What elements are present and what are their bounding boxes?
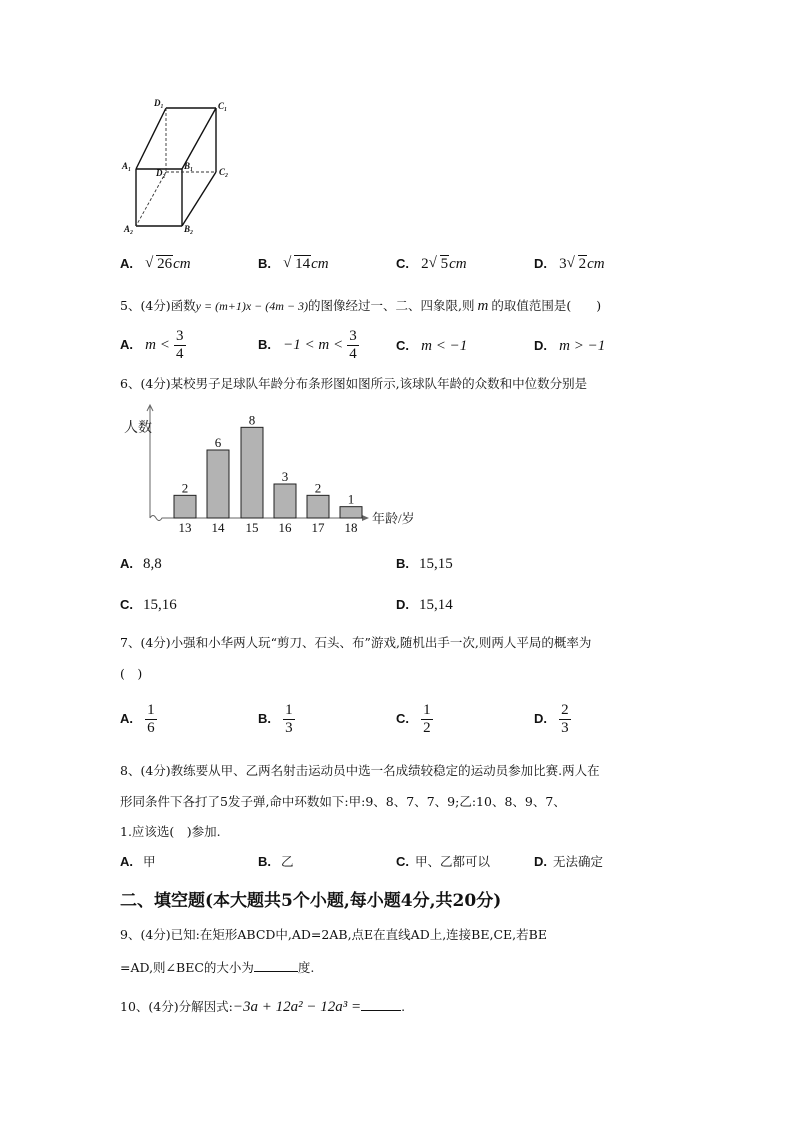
x-tick-label: 14 — [211, 520, 225, 535]
vertex-label: C₂ — [219, 167, 229, 177]
q8-option-c: C. 甲、乙都可以 — [396, 854, 491, 869]
question-6: 6、(4分)某校男子足球队年龄分布条形图如图所示,该球队年龄的众数和中位数分别是 — [120, 376, 588, 391]
question-9-line2: =AD,则∠BEC的大小为 度. — [120, 957, 314, 976]
vertex-label: D₁ — [154, 98, 164, 108]
q8-option-d: D. 无法确定 — [534, 854, 604, 869]
q4-option-a: A. √ 26cm — [120, 256, 191, 273]
vertex-label: C₁ — [218, 101, 228, 111]
question-7-line2: ( ) — [120, 666, 143, 681]
question-8-line1: 8、(4分)教练要从甲、乙两名射击运动员中选一名成绩较稳定的运动员参加比赛.两人在 — [120, 763, 600, 778]
question-9-line1: 9、(4分)已知:在矩形ABCD中,AD=2AB,点E在直线AD上,连接BE,CE,若BE — [120, 927, 547, 942]
q5-option-c: C. m < −1 — [396, 338, 468, 354]
q5-option-d: D. m > −1 — [534, 338, 606, 354]
bar-age-18 — [340, 507, 362, 518]
vertex-label: B₁ — [184, 161, 194, 171]
q6-option-b: B. 15,15 — [396, 556, 453, 572]
q8-option-a: A. 甲 — [120, 854, 156, 869]
question-5: 5、(4分)函数y = (m+1)x − (4m − 3)的图像经过一、二、四象限,则 m 的取值范围是( ) — [120, 298, 602, 314]
x-tick-label: 17 — [311, 520, 325, 535]
q9-answer-blank[interactable] — [254, 957, 298, 972]
q7-option-c: C. $\frac{1}{2}$ — [396, 702, 431, 736]
q4-option-c: C. 2√ 5cm — [396, 256, 467, 273]
question-8-line2: 形同条件下各打了5发子弹,命中环数如下:甲:9、8、7、7、9;乙:10、8、9、7、 — [120, 794, 566, 809]
vertex-label: A₁ — [122, 161, 132, 171]
x-tick-label: 13 — [178, 520, 192, 535]
bar-age-16 — [274, 484, 296, 518]
question-7-line1: 7、(4分)小强和小华两人玩“剪刀、石头、布”游戏,随机出手一次,则两人平局的概率为 — [120, 635, 592, 650]
bar-value-label: 2 — [181, 480, 189, 496]
question-10: 10、(4分)分解因式:−3a + 12a² − 12a³ = . — [120, 996, 405, 1016]
section-2-title: 二、填空题(本大题共5个小题,每小题4分,共20分) — [120, 891, 502, 911]
q7-option-a: A. $\frac{1}{6}$ — [120, 702, 155, 736]
prism-figure — [118, 96, 243, 241]
q4-option-d: D. 3√ 2cm — [534, 256, 605, 273]
y-axis-label: 人数 — [124, 421, 152, 436]
q7-option-b: B. $\frac{1}{3}$ — [258, 702, 293, 736]
age-bar-chart — [116, 402, 426, 537]
q5-option-a: A. m < $\frac{3}{4}$ — [120, 328, 184, 362]
bar-value-label: 8 — [248, 412, 256, 428]
vertex-label: A₂ — [124, 224, 134, 234]
bar-age-15 — [241, 427, 263, 518]
bar-age-14 — [207, 450, 229, 518]
q4-option-b: B. √ 14cm — [258, 256, 329, 273]
q7-option-d: D. $\frac{2}{3}$ — [534, 702, 569, 736]
q6-option-c: C. 15,16 — [120, 597, 177, 613]
bar-value-label: 2 — [314, 480, 322, 496]
vertex-label: B₂ — [184, 224, 194, 234]
bar-value-label: 6 — [214, 435, 222, 450]
q6-option-d: D. 15,14 — [396, 597, 453, 613]
x-tick-label: 18 — [344, 520, 358, 535]
bar-age-13 — [174, 495, 196, 518]
bar-value-label: 3 — [281, 469, 289, 484]
x-tick-label: 16 — [278, 520, 292, 535]
q6-option-a: A. 8,8 — [120, 556, 162, 572]
question-8-line3: 1.应该选( )参加. — [120, 824, 221, 839]
q10-answer-blank[interactable] — [361, 996, 401, 1011]
bar-value-label: 1 — [347, 491, 355, 507]
x-axis-label: 年龄/岁 — [372, 511, 415, 526]
x-tick-label: 15 — [245, 520, 259, 535]
bar-age-17 — [307, 495, 329, 518]
vertex-label: D₂ — [156, 168, 166, 178]
q5-option-b: B. −1 < m < $\frac{3}{4}$ — [258, 328, 357, 362]
q8-option-b: B. 乙 — [258, 854, 294, 869]
